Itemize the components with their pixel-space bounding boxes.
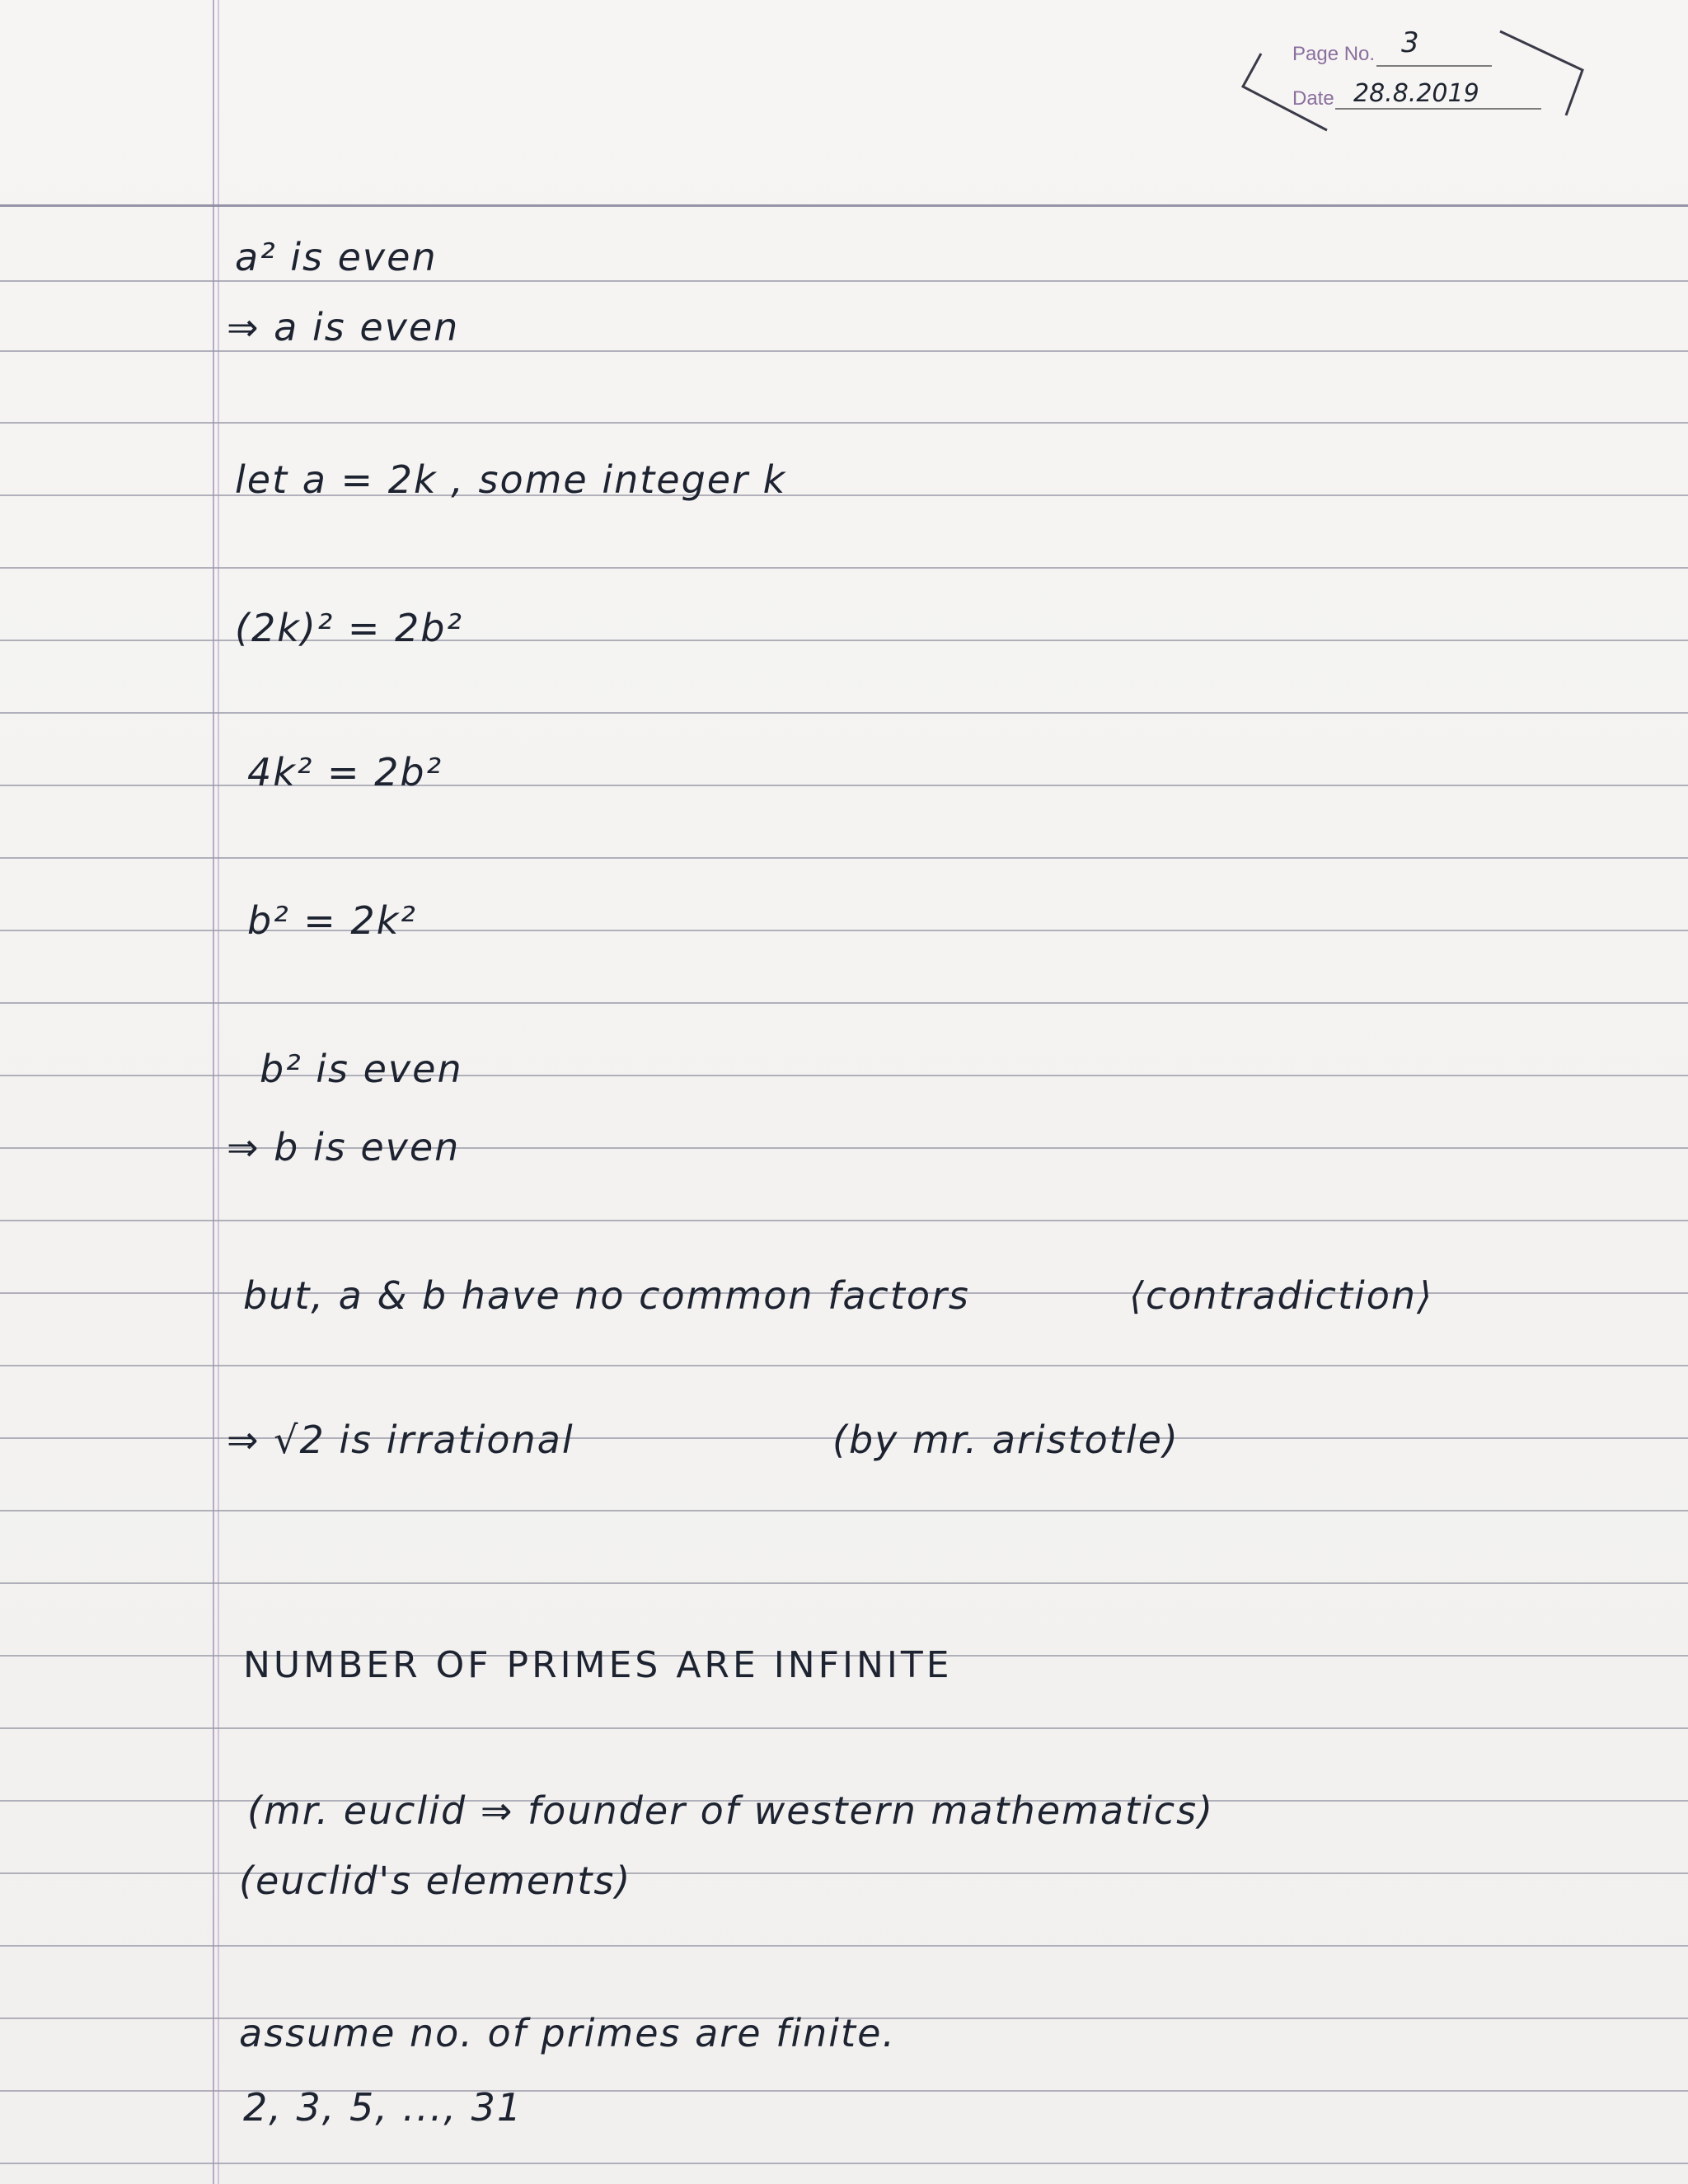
note-line: b² = 2k² <box>247 898 417 943</box>
ruled-line <box>0 567 1688 569</box>
note-line: b² is even <box>260 1047 463 1091</box>
note-annotation: ⟨contradiction⟩ <box>1129 1273 1434 1318</box>
note-annotation: (by mr. aristotle) <box>832 1418 1179 1462</box>
margin-line-inner <box>218 0 219 2184</box>
note-line: 4k² = 2b² <box>247 750 443 794</box>
margin-line <box>213 0 214 2184</box>
note-line: ⇒ √2 is irrational <box>227 1418 574 1462</box>
page-date-header <box>1236 25 1591 136</box>
ruled-line <box>0 350 1688 352</box>
page-no-label: Page No. <box>1292 43 1376 65</box>
date-value: 28.8.2019 <box>1353 79 1479 108</box>
ruled-line <box>0 280 1688 282</box>
note-line: ⇒ a is even <box>227 305 460 349</box>
ruled-line <box>0 1075 1688 1076</box>
ruled-line <box>0 1002 1688 1004</box>
date-label: Date <box>1292 87 1334 110</box>
ruled-line <box>0 1582 1688 1584</box>
note-line: (2k)² = 2b² <box>235 606 463 650</box>
ruled-line <box>0 1510 1688 1511</box>
ruled-line <box>0 422 1688 424</box>
note-line: ⇒ b is even <box>227 1125 461 1169</box>
ruled-line <box>0 204 1688 207</box>
ruled-line <box>0 2163 1688 2164</box>
note-line: (euclid's elements) <box>239 1858 632 1903</box>
ruled-line <box>0 1945 1688 1947</box>
note-line: 2, 3, 5, ..., 31 <box>243 2085 523 2130</box>
ruled-line <box>0 1220 1688 1221</box>
note-line: (mr. euclid ⇒ founder of western mathematics) <box>247 1788 1215 1833</box>
note-line: let a = 2k , some integer k <box>235 457 787 502</box>
section-heading: NUMBER OF PRIMES ARE INFINITE <box>243 1644 953 1686</box>
page-no-value: 3 <box>1401 26 1419 59</box>
ruled-line <box>0 1365 1688 1366</box>
note-line: assume no. of primes are finite. <box>239 2011 896 2055</box>
ruled-line <box>0 1727 1688 1729</box>
ruled-line <box>0 857 1688 859</box>
ruled-line <box>0 712 1688 714</box>
note-line: but, a & b have no common factors <box>243 1273 970 1318</box>
note-line: a² is even <box>235 235 438 279</box>
